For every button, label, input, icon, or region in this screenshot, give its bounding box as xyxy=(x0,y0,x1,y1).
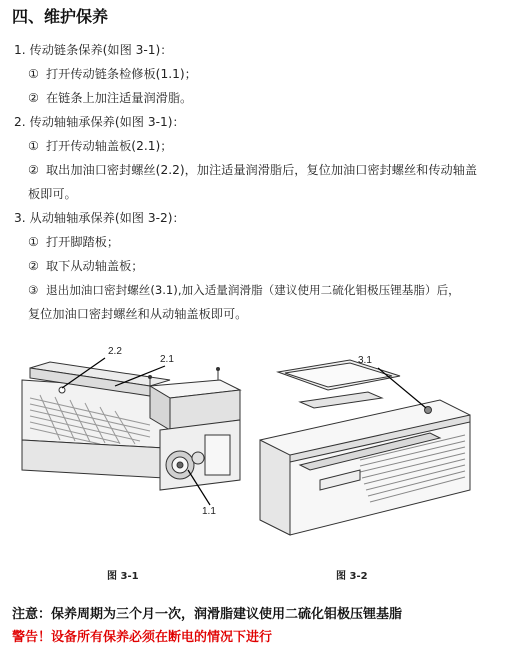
warning-text: 警告！设备所有保养必须在断电的情况下进行 xyxy=(12,630,273,645)
figure-3-1-label-2-1: 2.1 xyxy=(160,354,174,365)
item-1-step-2 xyxy=(28,90,192,106)
item-2-heading: 2. 传动轴轴承保养(如图 3-1)： xyxy=(14,115,185,129)
step-marker: ② xyxy=(28,91,39,105)
item-3-step-3 xyxy=(28,282,460,298)
step-text: 退出加油口密封螺丝(3.1),加入适量润滑脂（建议使用二硫化钼极压锂基脂）后， xyxy=(46,283,460,297)
figure-3-2-drawing xyxy=(260,360,470,535)
figure-3-2-label-3-1: 3.1 xyxy=(358,355,372,366)
item-3-step-1 xyxy=(28,234,119,250)
step-marker: ③ xyxy=(28,283,39,297)
figure-3-1-caption: 图 3-1 xyxy=(107,571,139,582)
item-3-step-2 xyxy=(28,258,144,274)
step-marker: ② xyxy=(28,259,39,273)
step-text: 打开传动链条检修板(1.1)； xyxy=(46,67,197,81)
step-marker: ① xyxy=(28,139,39,153)
figure-3-2-caption: 图 3-2 xyxy=(336,571,368,582)
section-title: 四、维护保养 xyxy=(12,7,109,26)
item-2-step-2-cont: 板即可。 xyxy=(28,187,77,201)
step-text: 取出加油口密封螺丝(2.2)，加注适量润滑脂后，复位加油口密封螺丝和传动轴盖 xyxy=(46,163,478,177)
step-text: 打开传动轴盖板(2.1)； xyxy=(46,139,173,153)
item-1-heading: 1. 传动链条保养(如图 3-1)： xyxy=(14,43,173,57)
notice-text: 注意：保养周期为三个月一次，润滑脂建议使用二硫化钼极压锂基脂 xyxy=(12,607,403,622)
step-text: 打开脚踏板； xyxy=(46,235,120,249)
step-marker: ① xyxy=(28,67,39,81)
step-marker: ② xyxy=(28,163,39,177)
step-text: 取下从动轴盖板； xyxy=(46,259,144,273)
item-2-step-2 xyxy=(28,162,477,178)
figure-3-1-label-2-2: 2.2 xyxy=(108,346,122,357)
step-marker: ① xyxy=(28,235,39,249)
figure-3-1-label-1-1: 1.1 xyxy=(202,506,216,517)
item-1-step-1 xyxy=(28,66,197,82)
step-text: 在链条上加注适量润滑脂。 xyxy=(46,91,193,105)
item-2-step-1 xyxy=(28,138,172,154)
item-3-heading: 3. 从动轴轴承保养(如图 3-2)： xyxy=(14,211,185,225)
figure-3-1-drawing xyxy=(22,358,240,505)
figures-illustration xyxy=(0,340,525,540)
item-3-step-3-cont: 复位加油口密封螺丝和从动轴盖板即可。 xyxy=(28,307,248,321)
